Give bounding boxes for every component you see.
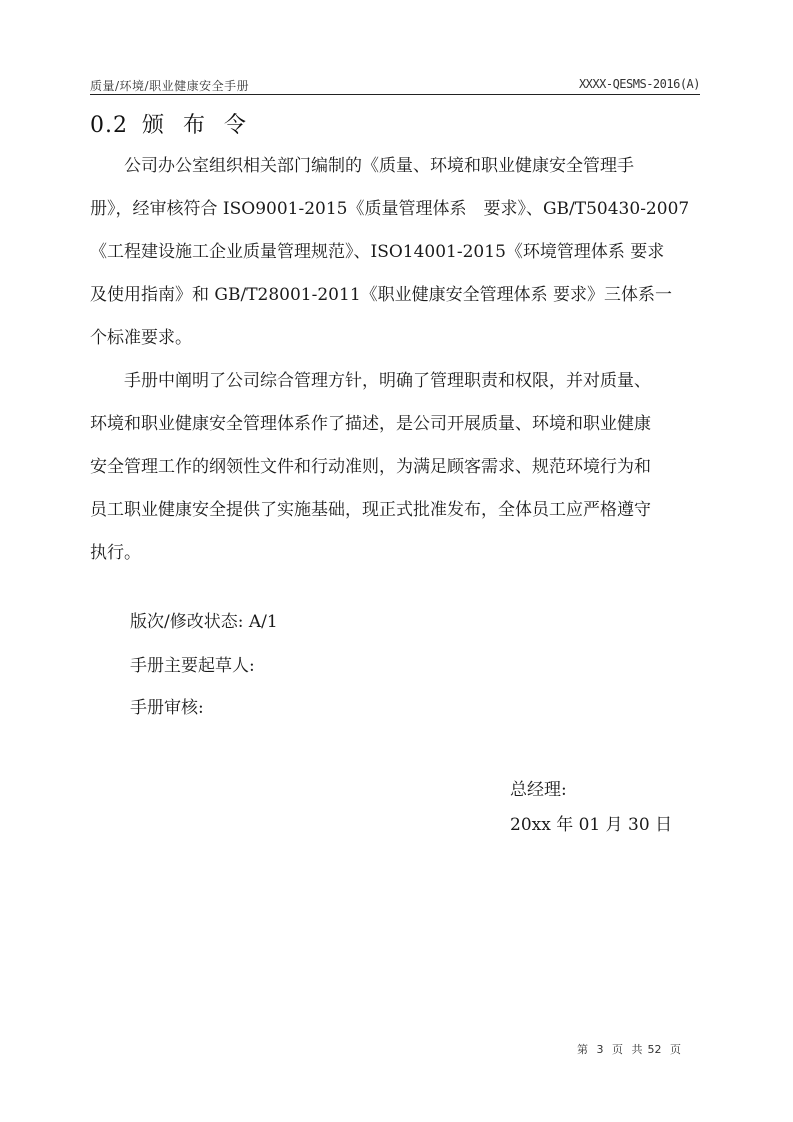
- text-line: 手册中阐明了公司综合管理方针，明确了管理职责和权限，并对质量、: [90, 371, 651, 391]
- document-body: [90, 145, 702, 575]
- section-heading: [90, 108, 257, 139]
- text-line: 安全管理工作的纲领性文件和行动准则，为满足顾客需求、规范环境行为和: [90, 457, 651, 477]
- section-number: 0.2: [90, 113, 128, 138]
- text-line: 环境和职业健康安全管理体系作了描述，是公司开展质量、环境和职业健康: [90, 414, 651, 434]
- section-title-char: 颁: [142, 113, 166, 138]
- revision-status: 版次/修改状态: A/1: [130, 612, 278, 632]
- footer-prefix: 第: [577, 1043, 588, 1056]
- reviewer-label: 手册审核:: [130, 698, 204, 718]
- section-title-char: 布: [183, 113, 207, 138]
- page-number: 3: [596, 1043, 604, 1056]
- paragraph-purpose: [90, 360, 702, 575]
- footer-page-unit: 页: [612, 1043, 623, 1056]
- approval-date: 20xx 年 01 月 30 日: [510, 815, 673, 835]
- text-line: 员工职业健康安全提供了实施基础，现正式批准发布，全体员工应严格遵守: [90, 500, 651, 520]
- header-document-code: XXXX-QESMS-2016(A): [578, 77, 700, 91]
- text-line: 册》，经审核符合 ISO9001-2015《质量管理体系 要求》、GB/T50430-2007: [90, 199, 690, 219]
- general-manager-label: 总经理:: [510, 780, 567, 800]
- page-header: [90, 76, 700, 95]
- footer-total-unit: 页: [670, 1043, 681, 1056]
- text-line: 《工程建设施工企业质量管理规范》、ISO14001-2015《环境管理体系 要求: [90, 242, 665, 262]
- drafter-label: 手册主要起草人:: [130, 656, 255, 676]
- section-title-char: 令: [224, 113, 248, 138]
- text-line: 个标准要求。: [90, 328, 192, 348]
- footer-total-prefix: 共: [631, 1043, 643, 1056]
- header-manual-title: 质量/环境/职业健康安全手册: [90, 79, 250, 93]
- total-pages: 52: [647, 1043, 662, 1056]
- paragraph-approval: [90, 145, 702, 360]
- page-footer: [577, 1041, 686, 1057]
- text-line: 执行。: [90, 543, 141, 563]
- text-line: 公司办公室组织相关部门编制的《质量、环境和职业健康安全管理手: [90, 156, 634, 176]
- text-line: 及使用指南》和 GB/T28001-2011《职业健康安全管理体系 要求》三体系一: [90, 285, 673, 305]
